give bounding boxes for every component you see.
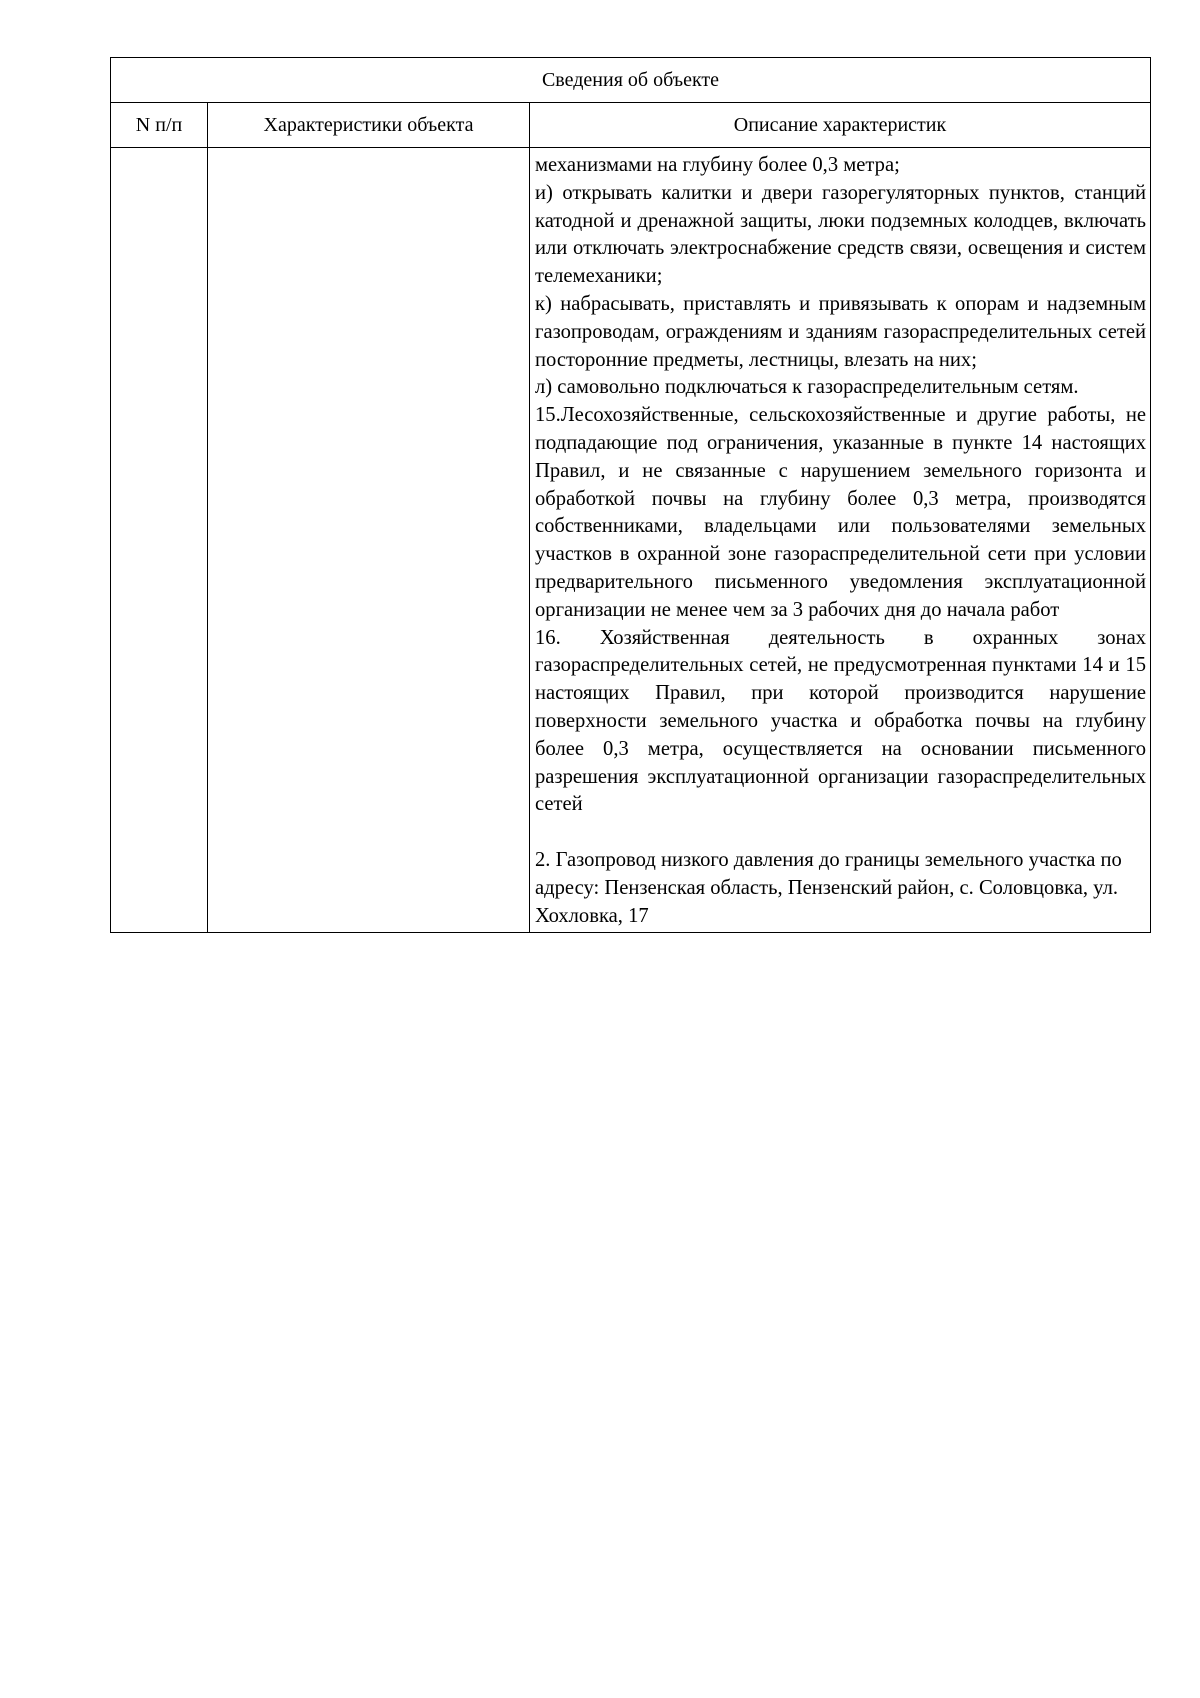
description-paragraph: 15.Лесохозяйственные, сельскохозяйственные и другие работы, не подпадающие под ограничения, указанные в пункте 14 настоящих Правил, и не связанные с нарушением земельного горизонта и обработкой почвы на глубину более 0,3 метра, производятся собственниками, владельцами или пользователями земельных участков в охранной зоне газораспределительной сети при условии предварительного письменного уведомления эксплуатационной организации не менее чем за 3 рабочих дня до начала работ [535, 404, 1147, 621]
description-paragraph: механизмами на глубину более 0,3 метра; [535, 154, 900, 176]
header-characteristics: Характеристики объекта [208, 103, 530, 148]
cell-characteristics [208, 148, 530, 933]
header-description: Описание характеристик [530, 103, 1151, 148]
table-caption: Сведения об объекте [111, 58, 1151, 103]
table-row [111, 148, 1151, 933]
table-header-row [111, 103, 1151, 148]
object-address: 2. Газопровод низкого давления до границы земельного участка по адресу: Пензенская область, Пензенский район, с. Соловцовка, ул. Хохловка, 17 [535, 848, 1122, 927]
paragraph-spacer [535, 819, 1146, 847]
description-paragraph: и) открывать калитки и двери газорегуляторных пунктов, станций катодной и дренажной защиты, люки подземных колодцев, включать или отключать электроснабжение средств связи, освещения и систем телемеханики; [535, 181, 1147, 288]
description-paragraph: 16. Хозяйственная деятельность в охранных зонах газораспределительных сетей, не предусмотренная пунктами 14 и 15 настоящих Правил, при которой производится нарушение поверхности земельного участка и обработка почвы на глубину более 0,3 метра, осуществляется на основании письменного разрешения эксплуатационной организации газораспределительных сетей [535, 626, 1147, 816]
table-caption-row [111, 58, 1151, 103]
description-paragraph: к) набрасывать, приставлять и привязывать к опорам и надземным газопроводам, ограждениям и зданиям газораспределительных сетей посторонние предметы, лестницы, влезать на них; [535, 292, 1147, 371]
description-paragraph: л) самовольно подключаться к газораспределительным сетям. [535, 376, 1079, 399]
cell-number [111, 148, 208, 933]
cell-description [530, 148, 1151, 933]
header-number: N п/п [111, 103, 208, 148]
object-info-table [110, 57, 1151, 933]
